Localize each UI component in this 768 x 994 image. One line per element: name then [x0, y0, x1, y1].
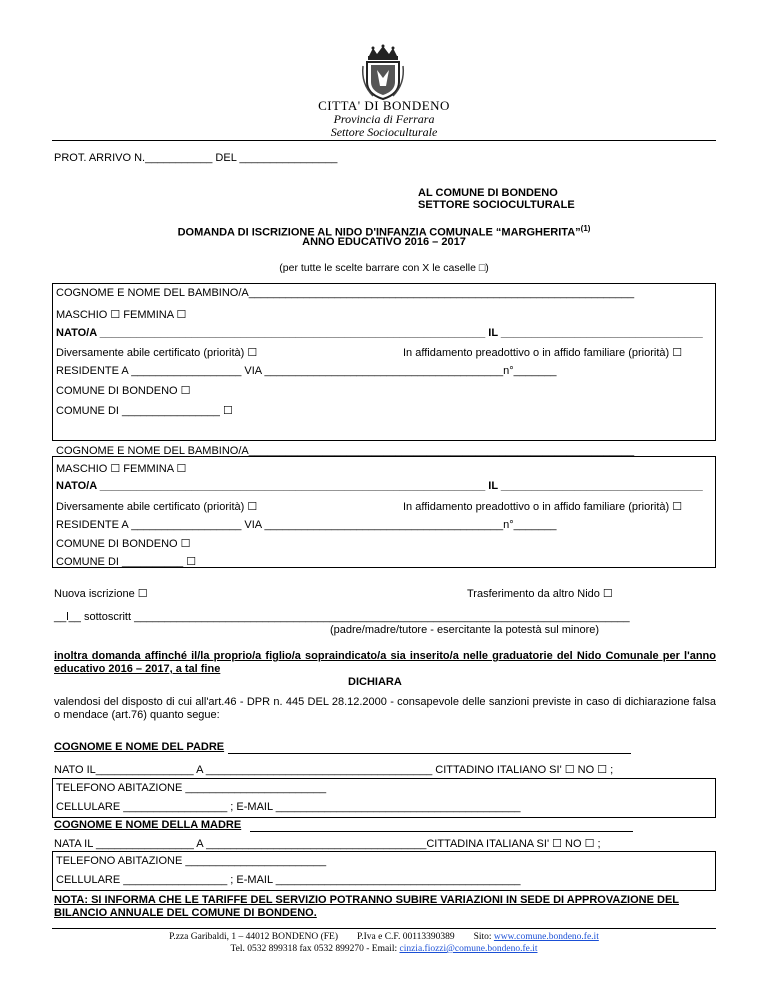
child-2-disabled-checkbox[interactable]: Diversamente abile certificato (priorità) ☐ — [56, 501, 258, 513]
email-link[interactable]: cinzia.fiozzi@comune.bondeno.fe.it — [399, 944, 538, 954]
mother-birth-field[interactable]: NATA IL ________________ A ____________________________________CITTADINA ITALIANA SI' ☐ NO ☐ ; — [54, 838, 601, 850]
footer-divider — [52, 928, 716, 929]
child-1-disabled-checkbox[interactable]: Diversamente abile certificato (priorità) ☐ — [56, 347, 258, 359]
child-1-name-field[interactable]: COGNOME E NOME DEL BAMBINO/A_______________________________________________________________ — [56, 287, 635, 299]
child-2-sex-checkboxes[interactable]: MASCHIO ☐ FEMMINA ☐ — [56, 463, 187, 475]
mother-heading: COGNOME E NOME DELLA MADRE — [54, 819, 242, 831]
father-birth-field[interactable]: NATO IL________________ A _____________________________________ CITTADINO ITALIANO SI' ☐ NO ☐ ; — [54, 764, 614, 776]
child-2-comune-di-field[interactable]: COMUNE DI __________ ☐ — [56, 556, 197, 568]
city-name: CITTA' DI BONDENO — [318, 98, 450, 113]
child-1-comune-bondeno-checkbox[interactable]: COMUNE DI BONDENO ☐ — [56, 385, 191, 397]
child-2-name-field[interactable]: COGNOME E NOME DEL BAMBINO/A_______________________________________________________________ — [56, 445, 635, 457]
child-1-foster-checkbox[interactable]: In affidamento preadottivo o in affido familiare (priorità) ☐ — [403, 347, 683, 359]
signer-field[interactable]: __l__ sottoscritt _________________________________________________________________________________ — [54, 611, 630, 623]
father-name-line[interactable] — [228, 753, 631, 754]
child-1-section — [52, 283, 716, 441]
child-1-residence-field[interactable]: RESIDENTE A __________________ VIA _______________________________________n°_______ — [56, 365, 557, 377]
footer-contacts: Tel. 0532 899318 fax 0532 899270 - Email: cinzia.fiozzi@comune.bondeno.fe.it — [230, 944, 538, 954]
father-phone-field[interactable]: TELEFONO ABITAZIONE _______________________ — [56, 782, 327, 794]
child-1-comune-di-field[interactable]: COMUNE DI ________________ ☐ — [56, 405, 233, 417]
declaration-paragraph: valendosi del disposto di cui all'art.46 - DPR n. 445 DEL 28.12.2000 - consapevole delle sanzioni previste in caso di dichiarazione falsa o mendace (art.76) quanto segue: — [54, 696, 716, 721]
child-1-birth-field[interactable]: NATO/A _______________________________________________________________ IL _________________________________ — [56, 327, 703, 339]
father-heading: COGNOME E NOME DEL PADRE — [54, 741, 225, 753]
child-2-comune-bondeno-checkbox[interactable]: COMUNE DI BONDENO ☐ — [56, 538, 191, 550]
signer-role-note: (padre/madre/tutore - esercitante la potestà sul minore) — [330, 624, 600, 636]
footer-address: P.zza Garibaldi, 1 – 44012 BONDENO (FE) P.Iva e C.F. 00113390389 Sito: www.comune.bondeno.fe.it — [169, 932, 599, 942]
request-paragraph: inoltra domanda affinché il/la proprio/a figlio/a sopraindicato/a sia inserito/a nelle graduatorie del Nido Comunale per l'anno educativo 2016 – 2017, a tal fine — [54, 650, 716, 675]
transfer-checkbox[interactable]: Trasferimento da altro Nido ☐ — [467, 588, 613, 600]
tariff-note: NOTA: SI INFORMA CHE LE TARIFFE DEL SERVIZIO POTRANNO SUBIRE VARIAZIONI IN SEDE DI APPROVAZIONE DEL BILANCIO ANNUALE DEL COMUNE DI BONDENO. — [54, 894, 679, 919]
website-link[interactable]: www.comune.bondeno.fe.it — [493, 932, 599, 942]
mother-name-line[interactable] — [250, 831, 633, 832]
new-enrollment-checkbox[interactable]: Nuova iscrizione ☐ — [54, 588, 148, 600]
header-divider — [52, 140, 716, 141]
instructions-note: (per tutte le scelte barrare con X le caselle □) — [279, 262, 489, 274]
province-name: Provincia di Ferrara — [333, 112, 435, 126]
form-title: DOMANDA DI ISCRIZIONE AL NIDO D'INFANZIA COMUNALE “MARGHERITA”$^{(1)}$ — [177, 224, 591, 239]
mother-phone-field[interactable]: TELEFONO ABITAZIONE _______________________ — [56, 855, 327, 867]
city-crest-logo — [359, 44, 407, 100]
recipient-line-1: AL COMUNE DI BONDENO — [418, 187, 558, 199]
child-2-residence-field[interactable]: RESIDENTE A __________________ VIA _______________________________________n°_______ — [56, 519, 557, 531]
child-1-sex-checkboxes[interactable]: MASCHIO ☐ FEMMINA ☐ — [56, 309, 187, 321]
child-2-foster-checkbox[interactable]: In affidamento preadottivo o in affido familiare (priorità) ☐ — [403, 501, 683, 513]
protocol-line: PROT. ARRIVO N.___________ DEL ________________ — [54, 152, 338, 164]
school-year: ANNO EDUCATIVO 2016 – 2017 — [302, 236, 466, 248]
recipient-line-2: SETTORE SOCIOCULTURALE — [418, 199, 575, 211]
child-2-birth-field[interactable]: NATO/A _______________________________________________________________ IL _________________________________ — [56, 480, 703, 492]
mother-mobile-email-field[interactable]: CELLULARE _________________ ; E-MAIL ________________________________________ — [56, 874, 521, 886]
sector-name: Settore Socioculturale — [330, 125, 438, 139]
declares-heading: DICHIARA — [348, 676, 402, 688]
father-mobile-email-field[interactable]: CELLULARE _________________ ; E-MAIL ________________________________________ — [56, 801, 521, 813]
